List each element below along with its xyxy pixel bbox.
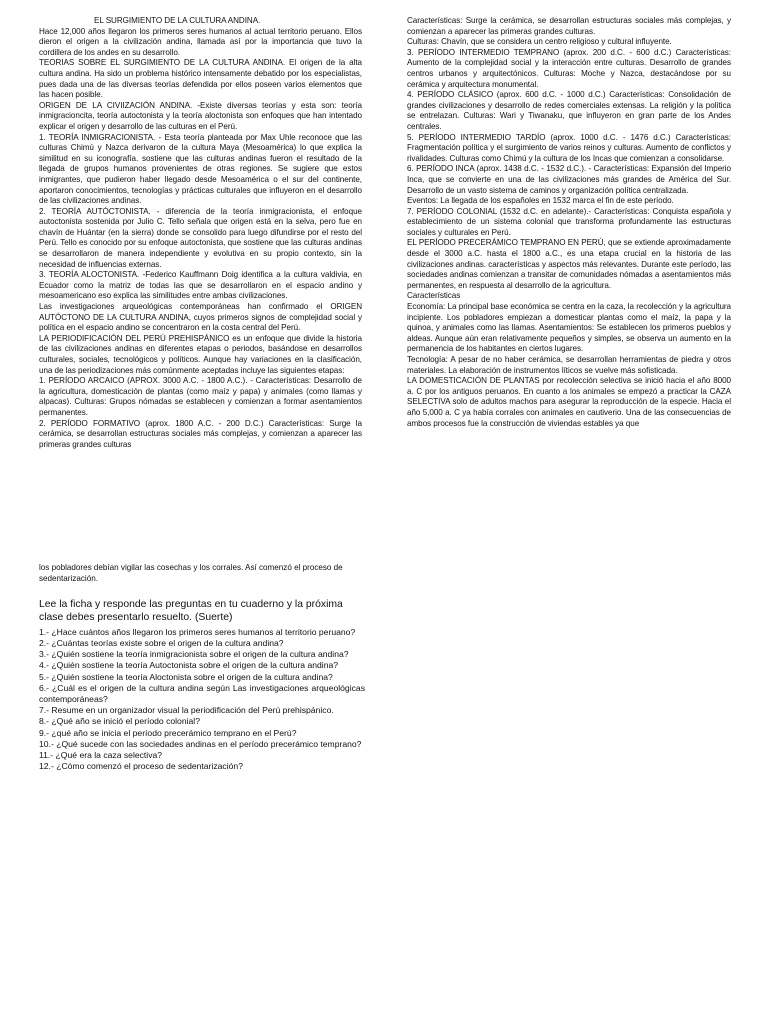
- paragraph: TEORIAS SOBRE EL SURGIMIENTO DE LA CULTURA ANDINA. El origen de la alta cultura andina. Ha sido un problema histórico intensamente debatido por los especialistas, pues dada una de las diversas teorías defendida por ellos poseen varios elementos que las hacen posible.: [39, 58, 362, 100]
- paragraph: 4. PERÍODO CLÁSICO (aprox. 600 d.C. - 1000 d.C.) Características: Consolidación de grandes civilizaciones y desarrollo de redes comerciales extensas. La religión y la política se entrelazan. Culturas: Wari y Tiwanaku, que influyeron en gran parte de los Andes centrales.: [407, 90, 731, 131]
- document-title: EL SURGIMIENTO DE LA CULTURA ANDINA.: [94, 16, 261, 25]
- paragraph: Economía: La principal base económica se centra en la caza, la recolección y la agricultura incipiente. Los pobladores empiezan a domesticar plantas como el maíz, la papa y la quinoa, y animales como las llamas. Asentamientos: Se establecen los primeros pueblos y aldeas. Aunque aún eran relativamente pequeños y simples, se observa un aumento en la permanencia de los habitantes en ciertos lugares.: [407, 302, 731, 354]
- paragraph: Hace 12,000 años llegaron los primeros seres humanos al actual territorio peruano. Ellos dieron el origen a la civilización andina, llamada así por la importancia que tuvo la cordillera de los andes en su desarrollo.: [39, 26, 362, 57]
- question-item: 8.- ¿Qué año se inició el período colonial?: [39, 716, 200, 727]
- paragraph: Tecnología: A pesar de no haber cerámica, se desarrollan herramientas de piedra y otros materiales. La elaboración de instrumentos líticos se vuelve más sofisticada.: [407, 355, 731, 375]
- question-item: 10.- ¿Qué sucede con las sociedades andinas en el período precerámico temprano?: [39, 738, 362, 749]
- questions-section: [39, 598, 365, 772]
- question-item: 12.- ¿Cómo comenzó el proceso de sedentarización?: [39, 761, 243, 772]
- question-item: 11.- ¿Qué era la caza selectiva?: [39, 750, 163, 761]
- question-item: 4.- ¿Quién sostiene la teoría Autoctonista sobre el origen de la cultura andina?: [39, 660, 339, 671]
- paragraph: 1. PERÍODO ARCAICO (APROX. 3000 A.C. - 1800 A.C.). - Características: Desarrollo de la agricultura, domesticación de plantas (como maíz y papa) y animales (como llamas y alpacas). Culturas: Grupos nómadas se establecen y comienzan a formar asentamientos permanentes.: [39, 376, 362, 417]
- paragraph: 2. PERÍODO FORMATIVO (aprox. 1800 A.C. - 200 D.C.) Características: Surge la cerámica, se desarrollan estructuras sociales más complejas, y comienzan a aparecer las primeras grandes culturas: [39, 418, 362, 449]
- paragraph: 5. PERÍODO INTERMEDIO TARDÍO (aprox. 1000 d.C. - 1476 d.C.) Características: Fragmentación política y el surgimiento de varios reinos y culturas. Aumento de conflictos y rivalidades. Culturas como Chimú y la cultura de los Incas que comienzan a consolidarse.: [407, 132, 731, 163]
- left-column: [39, 16, 362, 450]
- question-item: 1.- ¿Hace cuántos años llegaron los primeros seres humanos al territorio peruano?: [39, 626, 356, 637]
- paragraph: Eventos: La llegada de los españoles en 1532 marca el fin de este período.: [407, 196, 674, 206]
- paragraph: 7. PERÍODO COLONIAL (1532 d.C. en adelante).- Características: Conquista española y establecimiento de un sistema colonial que transforma profundamente las estructuras sociales y culturales en Perú.: [407, 206, 731, 237]
- paragraph: EL PERÍODO PRECERÁMICO TEMPRANO EN PERÚ, que se extiende aproximadamente desde el 3000 a.C. hasta el 1800 a.C., es una etapa crucial en la historia de las civilizaciones andinas. características y aspectos más relevantes. Durante este período, las sociedades andinas comienzan a transitar de comunidades nómadas a asentamientos más permanentes, en respuesta al desarrollo de la agricultura.: [407, 238, 731, 290]
- paragraph: 3. TEORÍA ALOCTONISTA. -Federico Kauffmann Doig identifica a la cultura valdivia, en Ecuador como la matriz de todas las que se desarrollaron en el espacio andino y mesoamericano eso explica las similitudes entre ambas civilizaciones.: [39, 270, 362, 301]
- paragraph: Culturas: Chavín, que se considera un centro religioso y cultural influyente.: [407, 37, 672, 47]
- right-column: [407, 16, 731, 429]
- continuation-text: [39, 563, 362, 584]
- question-item: 6.- ¿Cuál es el origen de la cultura andina según Las investigaciones arqueológicas contemporáneas?: [39, 682, 365, 705]
- question-item: 9.- ¿qué año se inicia el período precerámico temprano en el Perú?: [39, 727, 297, 738]
- paragraph: los pobladores debían vigilar las cosechas y los corrales. Así comenzó el proceso de sedentarización.: [39, 563, 343, 583]
- question-item: 5.- ¿Quién sostiene la teoría Aloctonista sobre el origen de la cultura andina?: [39, 671, 333, 682]
- paragraph: Características: [407, 291, 461, 301]
- paragraph: Características: Surge la cerámica, se desarrollan estructuras sociales más complejas, y comienzan a aparecer las primeras grandes culturas.: [407, 16, 731, 36]
- paragraph: LA PERIODIFICACIÓN DEL PERÚ PREHISPÁNICO es un enfoque que divide la historia de las civilizaciones andinas en diferentes etapas o periodos, basándose en desarrollos culturales, sociales, tecnológicos y políticos. Aunque hay variaciones en la clasificación, una de las periodizaciones más comúnmente aceptadas incluye las siguientes etapas:: [39, 333, 362, 375]
- paragraph: 2. TEORÍA AUTÓCTONISTA. - diferencia de la teoría inmigracionista, el enfoque autoctonista sostenida por Julio C. Tello señala que origen está en la selva, pero fue en chavín de Huántar (en la sierra) donde se consolido para luego difundirse por el resto del Perú. Tello es conocido por su enfoque autoctonista, que sostiene que las culturas andinas se desarrollaron de manera independiente y evolutiva en su propio contexto, sin la necesidad de influencias externas.: [39, 206, 362, 269]
- question-item: 7.- Resume en un organizador visual la periodificación del Perú prehispánico.: [39, 705, 334, 716]
- paragraph: ORIGEN DE LA CIVIIZACIÓN ANDINA. -Existe diversas teorías y esta son: teoría inmigracioncita, teoría autoctonista y la teoría aloctonista son enfoques que han intentado explicar el origen y desarrollo de las culturas en el Perú.: [39, 100, 362, 131]
- instructions: Lee la ficha y responde las preguntas en tu cuaderno y la próxima clase debes presentarlo resuelto. (Suerte): [39, 599, 343, 624]
- paragraph: 6. PERÍODO INCA (aprox. 1438 d.C. - 1532 d.C.). - Características: Expansión del Imperio Inca, que se convierte en una de las civilizaciones más grandes de América del Sur. Desarrollo de un vasto sistema de caminos y organización política centralizada.: [407, 164, 731, 195]
- question-item: 3.- ¿Quién sostiene la teoría inmigracionista sobre el origen de la cultura andina?: [39, 649, 349, 660]
- question-item: 2.- ¿Cuántas teorías existe sobre el origen de la cultura andina?: [39, 638, 284, 649]
- paragraph: LA DOMESTICACIÓN DE PLANTAS por recolección selectiva se inició hacia el año 8000 a. C por los antiguos peruanos. En cuanto a los animales se empezó a practicar la CAZA SELECTIVA solo de adultos machos para asegurar la reproducción de la especie. Hacia el año 5,000 a. C ya había corrales con animales en cautiverio. Una de las consecuencias de ambos procesos fue la construcción de viviendas estables ya que: [407, 376, 731, 428]
- paragraph: 1. TEORÍA INMIGRACIONISTA. - Esta teoría planteada por Max Uhle reconoce que las culturas Chimú y Nazca derivaron de la cultura Maya (Mesoamérica) lo que explica la similitud en su iconografía. sostiene que las culturas andinas fueron el resultado de la llegada de grupos humanos provenientes de otras regiones. Se sugiere que estos inmigrantes, que pudieron haber llegado desde Mesoamérica o el sur del continente, aportaron conocimientos, tecnologías y prácticas culturales que influyeron en el desarrollo de las civilizaciones andinas.: [39, 132, 362, 206]
- paragraph: 3. PERÍODO INTERMEDIO TEMPRANO (aprox. 200 d.C. - 600 d.C.) Características: Aumento de la complejidad social y la interacción entre culturas. Desarrollo de grandes centros urbanos y arquitectónicos. Culturas: Moche y Nazca, destacándose por su cerámica y arquitectura monumental.: [407, 47, 731, 89]
- paragraph: Las investigaciones arqueológicas contemporáneas han confirmado el ORIGEN AUTÓCTONO DE LA CULTURA ANDINA, cuyos primeros signos de complejidad social y política en el espacio andino se concentraron en la costa central del Perú.: [39, 302, 362, 333]
